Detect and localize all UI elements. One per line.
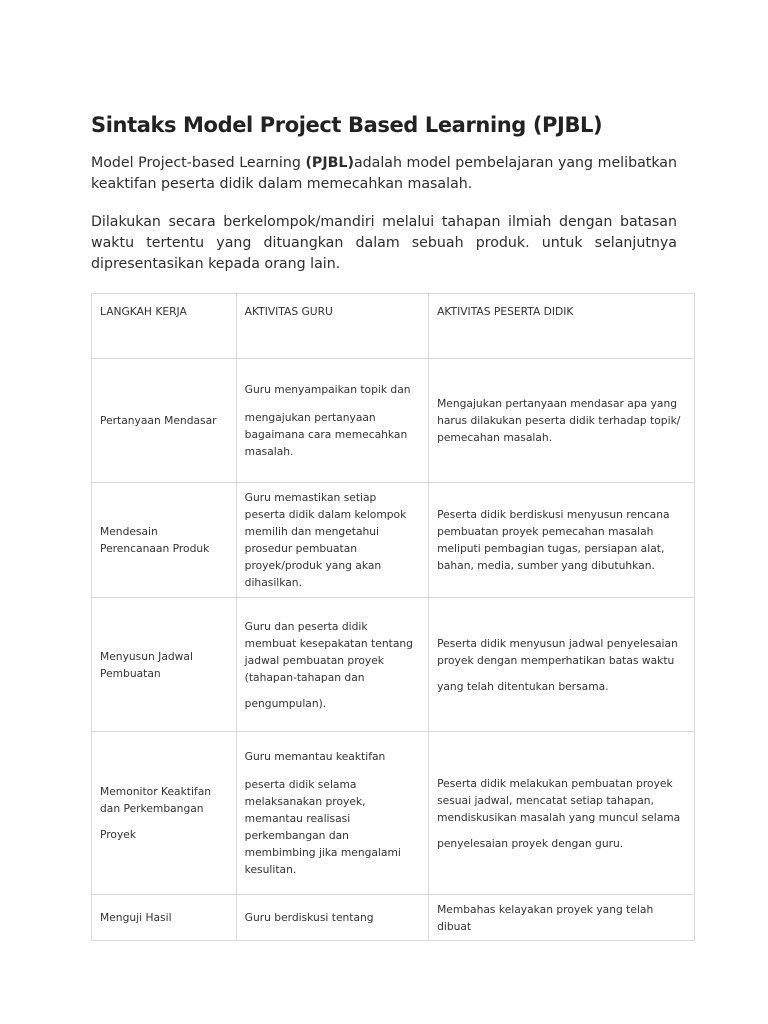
description-paragraph: Dilakukan secara berkelompok/mandiri melalui tahapan ilmiah dengan batasan waktu tertentu yang dituangkan dalam sebuah produk. untuk selanjutnya dipresentasikan kepada orang lain. <box>91 214 677 272</box>
header-aktivitas-peserta-didik: AKTIVITAS PESERTA DIDIK <box>429 294 695 359</box>
student-activity-line: Membahas kelayakan proyek yang telah dibuat <box>437 902 654 933</box>
step-name: Memonitor Keaktifan dan Perkembangan <box>100 785 212 815</box>
table-row <box>92 895 695 941</box>
table-row <box>92 483 695 598</box>
syntax-table <box>91 293 695 941</box>
teacher-activity-cell <box>236 895 428 941</box>
step-name: Pertanyaan Mendasar <box>100 414 217 427</box>
step-cell <box>92 598 237 732</box>
teacher-activity-line: Guru menyampaikan topik dan <box>244 383 411 396</box>
header-langkah-kerja: LANGKAH KERJA <box>92 294 237 359</box>
table-row <box>92 359 695 483</box>
student-activity-cell <box>429 598 695 732</box>
intro-paragraph <box>91 153 677 195</box>
student-activity-cell <box>429 359 695 483</box>
student-activity-line: Peserta didik menyusun jadwal penyelesaian proyek dengan memperhatikan batas waktu <box>437 636 678 667</box>
teacher-activity-line: Guru memantau keaktifan <box>244 750 386 763</box>
step-cell <box>92 895 237 941</box>
teacher-activity-line: Guru dan peserta didik membuat kesepakatan tentang jadwal pembuatan proyek (tahapan-tahapan dan <box>244 619 413 684</box>
student-activity-line: Peserta didik melakukan pembuatan proyek sesuai jadwal, mencatat setiap tahapan, mendiskusikan masalah yang muncul selama <box>437 776 681 824</box>
student-activity-line: yang telah ditentukan bersama. <box>437 679 609 693</box>
step-cell <box>92 732 237 895</box>
intro-bold-term: (PJBL) <box>305 155 354 171</box>
teacher-activity-line: Guru berdiskusi tentang <box>244 911 374 924</box>
teacher-activity-line: pengumpulan). <box>244 696 327 710</box>
page-title: Sintaks Model Project Based Learning (PJBL) <box>91 113 603 137</box>
teacher-activity-cell <box>236 732 428 895</box>
student-activity-cell <box>429 732 695 895</box>
student-activity-cell <box>429 483 695 598</box>
student-activity-cell <box>429 895 695 941</box>
student-activity-line: penyelesaian proyek dengan guru. <box>437 836 624 850</box>
step-name: Menyusun Jadwal Pembuatan <box>100 649 193 680</box>
intro-text-start: Model Project-based Learning <box>91 155 306 171</box>
student-activity-line: Mengajukan pertanyaan mendasar apa yang harus dilakukan peserta didik terhadap topik/ pemecahan masalah. <box>437 397 681 444</box>
step-cell <box>92 359 237 483</box>
teacher-activity-cell <box>236 598 428 732</box>
table-row <box>92 732 695 895</box>
header-aktivitas-guru: AKTIVITAS GURU <box>236 294 428 359</box>
table-row <box>92 598 695 732</box>
intro-text-end: adalah model pembelajaran yang melibatkan keaktifan peserta didik dalam memecahkan masalah. <box>91 155 677 192</box>
teacher-activity-cell <box>236 483 428 598</box>
teacher-activity-cell <box>236 359 428 483</box>
teacher-activity-line: peserta didik selama melaksanakan proyek, memantau realisasi perkembangan dan membimbing jika mengalami kesulitan. <box>244 778 401 876</box>
teacher-activity-line: mengajukan pertanyaan bagaimana cara memecahkan masalah. <box>244 411 408 458</box>
step-cell <box>92 483 237 598</box>
teacher-activity-line: Guru memastikan setiap peserta didik dalam kelompok memilih dan mengetahui prosedur pembuatan proyek/produk yang akan dihasilkan. <box>244 491 407 589</box>
student-activity-line: Peserta didik berdiskusi menyusun rencana pembuatan proyek pemecahan masalah meliputi pembagian tugas, persiapan alat, bahan, media, sumber yang dibutuhkan. <box>437 508 670 572</box>
step-name: Proyek <box>100 828 137 841</box>
table-header-row <box>92 294 695 359</box>
step-name: Menguji Hasil <box>100 911 172 924</box>
step-name: Mendesain Perencanaan Produk <box>100 525 210 555</box>
